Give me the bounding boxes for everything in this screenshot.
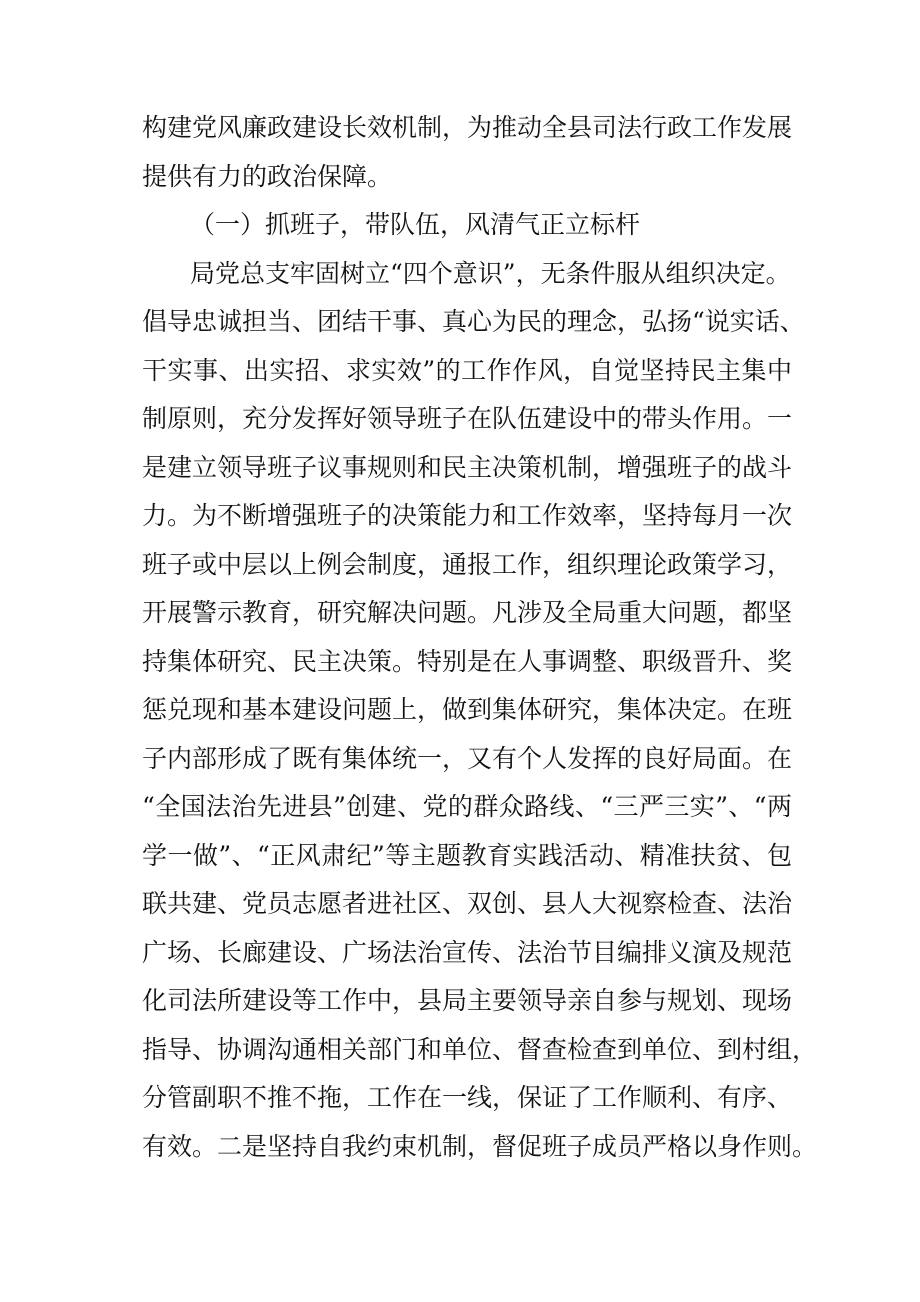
body-text bbox=[142, 104, 818, 1171]
paragraph-line: 是建立领导班子议事规则和民主决策机制，增强班子的战斗 bbox=[142, 452, 793, 482]
paragraph-line: 广场、长廊建设、广场法治宣传、法治节目编排义演及规范 bbox=[142, 937, 793, 967]
paragraph-line: 构建党风廉政建设长效机制，为推动全县司法行政工作发展 bbox=[142, 113, 793, 142]
paragraph-line: 倡导忠诚担当、团结干事、真心为民的理念，弘扬“说实话、 bbox=[142, 307, 805, 336]
paragraph-line: 化司法所建设等工作中，县局主要领导亲自参与规划、现场 bbox=[142, 986, 793, 1015]
paragraph-line: 开展警示教育，研究解决问题。凡涉及全局重大问题，都坚 bbox=[142, 598, 793, 627]
paragraph-line: 学一做”、“正风肃纪”等主题教育实践活动、精准扶贫、包 bbox=[142, 840, 792, 870]
paragraph-line: 制原则，充分发挥好领导班子在队伍建设中的带头作用。一 bbox=[142, 404, 793, 433]
section-heading: （一）抓班子，带队伍，风清气正立标杆 bbox=[190, 210, 641, 239]
paragraph-line: 联共建、党员志愿者进社区、双创、县人大视察检查、法治 bbox=[142, 889, 793, 918]
paragraph-line: 子内部形成了既有集体统一，又有个人发挥的良好局面。在 bbox=[142, 743, 793, 773]
paragraph-line: 干实事、出实招、求实效”的工作作风，自觉坚持民主集中 bbox=[142, 355, 792, 385]
paragraph-line: 持集体研究、民主决策。特别是在人事调整、职级晋升、奖 bbox=[142, 646, 793, 676]
paragraph-line: 惩兑现和基本建设问题上，做到集体研究，集体决定。在班 bbox=[142, 695, 793, 724]
paragraph-line: 提供有力的政治保障。 bbox=[142, 161, 393, 191]
paragraph-line: 班子或中层以上例会制度，通报工作，组织理论政策学习， bbox=[142, 549, 793, 579]
paragraph-line: 有效。二是坚持自我约束机制，督促班子成员严格以身作则。 bbox=[142, 1131, 818, 1161]
paragraph-line: 分管副职不推不拖，工作在一线，保证了工作顺利、有序、 bbox=[142, 1083, 793, 1112]
paragraph-line: 指导、协调沟通相关部门和单位、督查检查到单位、到村组， bbox=[142, 1034, 818, 1064]
paragraph-line: 局党总支牢固树立“四个意识”，无条件服从组织决定。 bbox=[190, 258, 791, 288]
paragraph-line: “全国法治先进县”创建、党的群众路线、“三严三实”、“两 bbox=[142, 792, 792, 821]
paragraph-line: 力。为不断增强班子的决策能力和工作效率，坚持每月一次 bbox=[142, 501, 793, 530]
